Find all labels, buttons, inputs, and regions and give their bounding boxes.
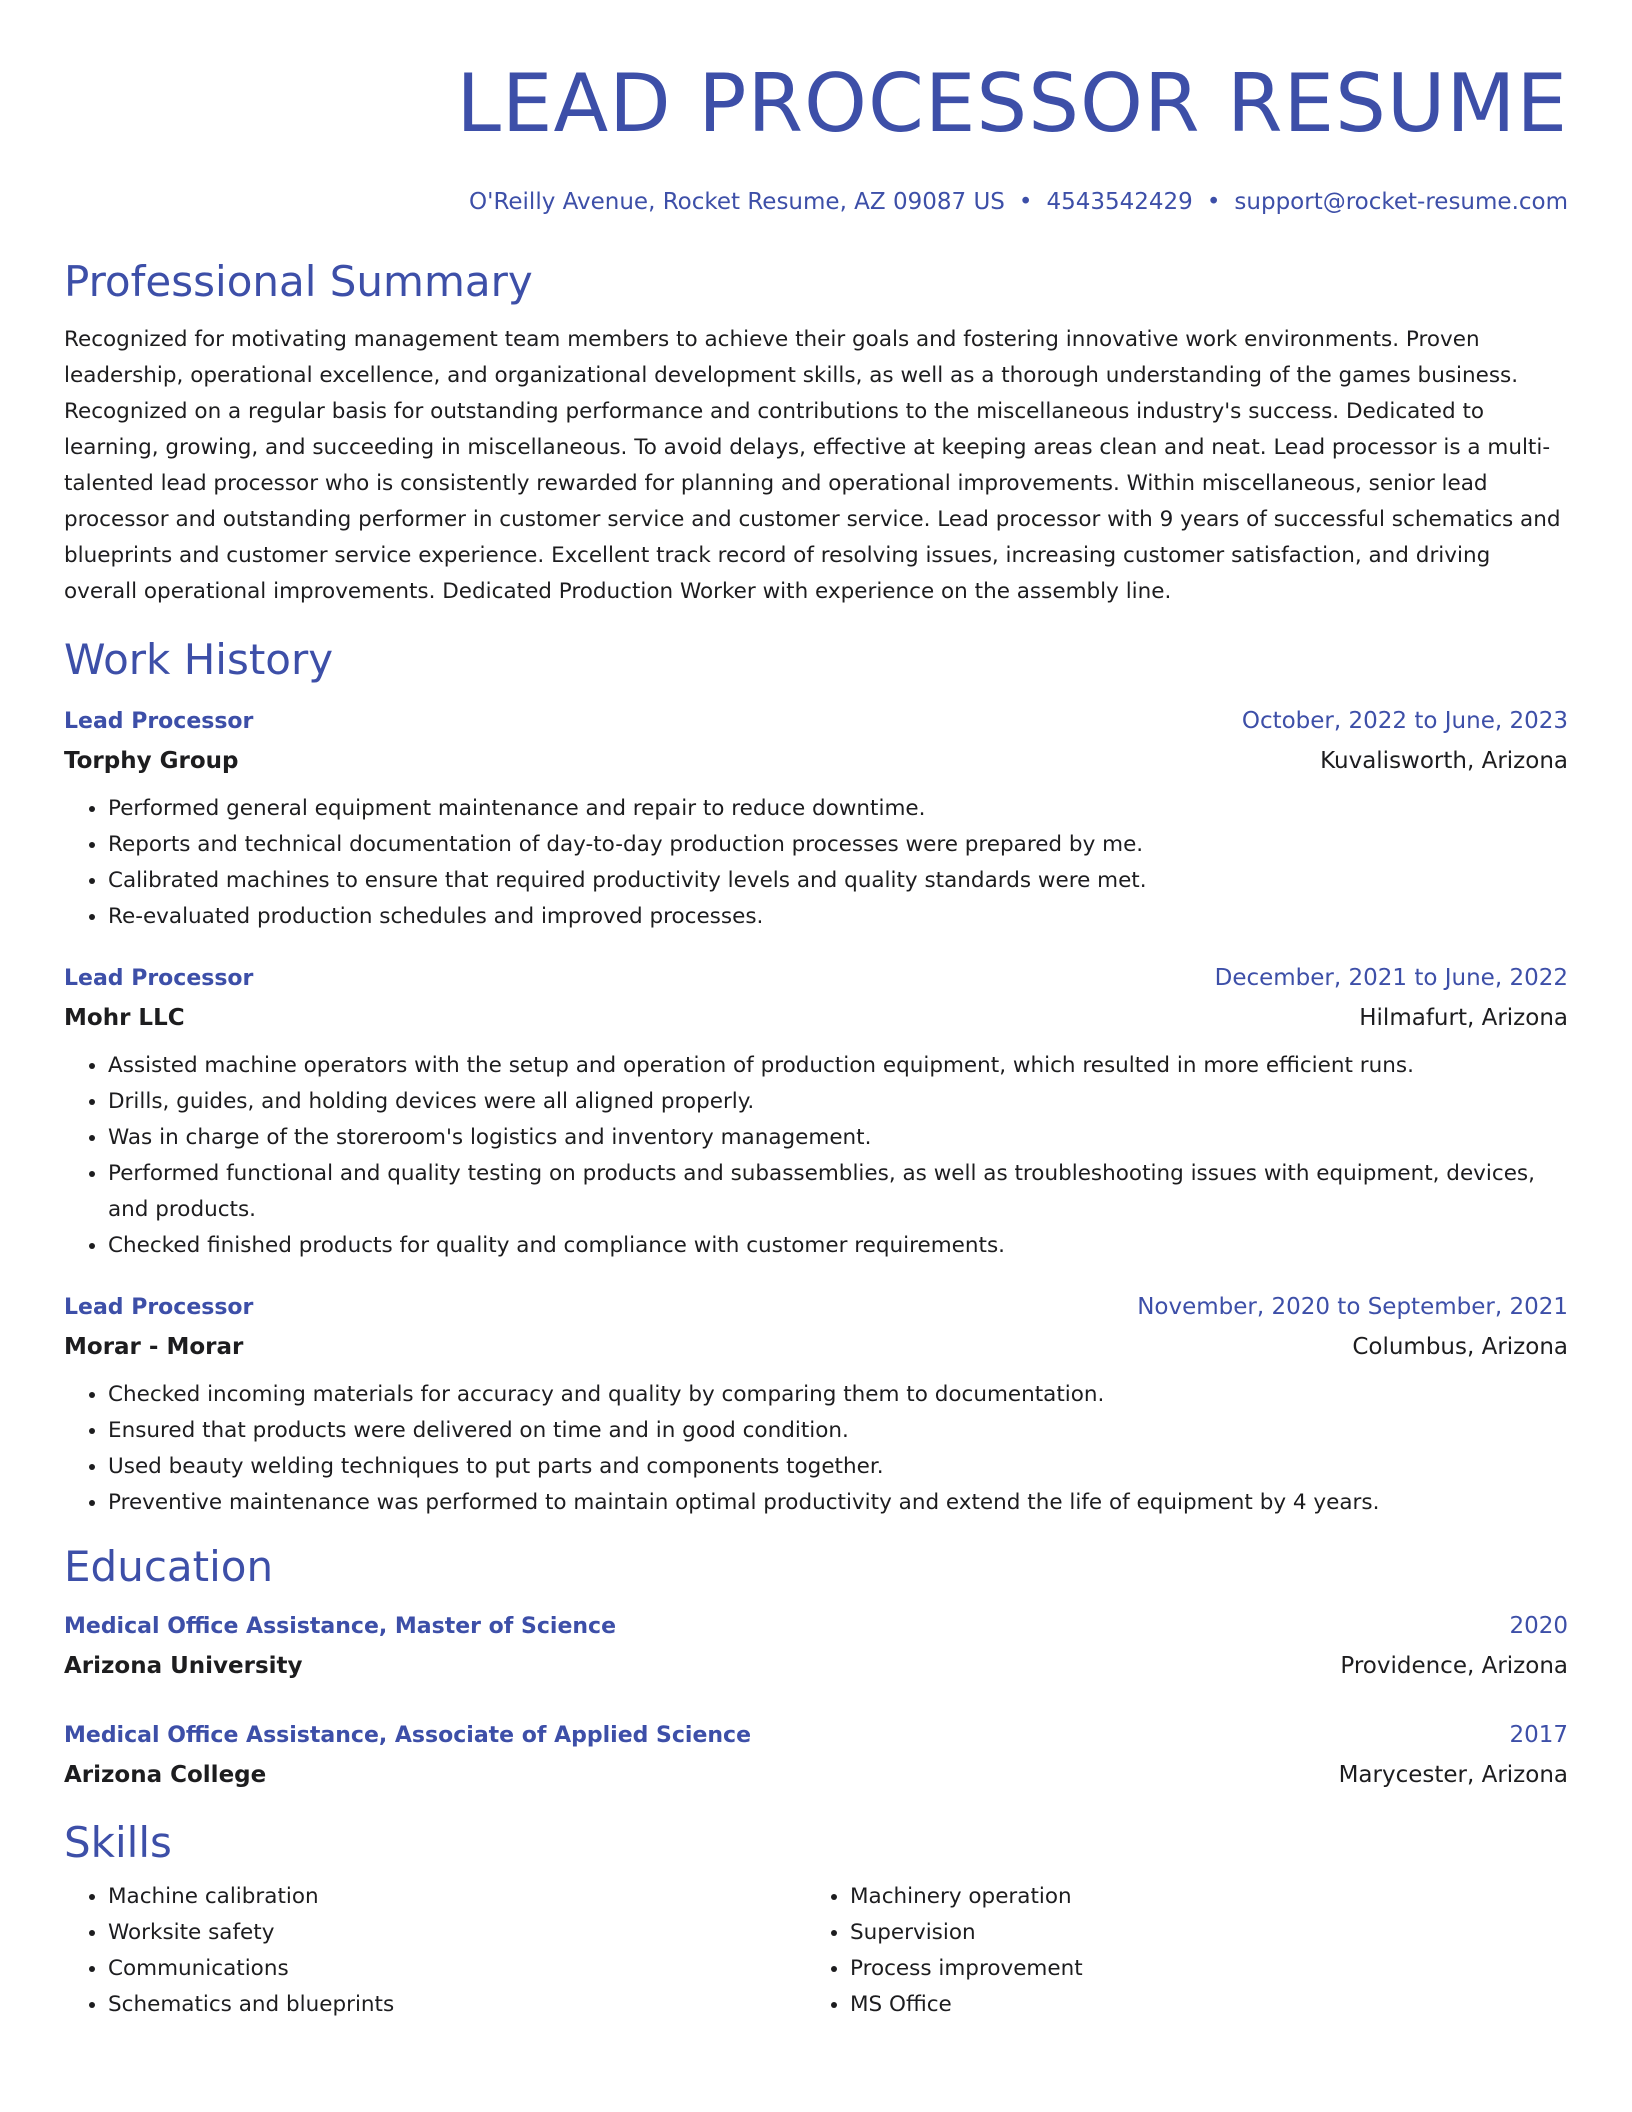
job-bullet: • Performed general equipment maintenance and repair to reduce downtime. [108,791,1568,827]
job-location: Kuvalisworth, Arizona [1320,748,1568,774]
job-bullets [64,1377,1568,1521]
work-history-section [64,634,1568,1521]
skill-item: • Machinery operation [850,1879,1548,1915]
skill-item: • Schematics and blueprints [108,1987,806,2023]
summary-text: Recognized for motivating management team members to achieve their goals and fostering innovative work environments. Proven leadership, operational excellence, and organizational development skills, as well as a thorough understanding of the games business. Recognized on a regular basis for outstanding performance and contributions to the miscellaneous industry's success. Dedicated to learning, growing, and succeeding in miscellaneous. To avoid delays, effective at keeping areas clean and neat. Lead processor is a multi-talented lead processor who is consistently rewarded for planning and operational improvements. Within miscellaneous, senior lead processor and outstanding performer in customer service and customer service. Lead processor with 9 years of successful schematics and blueprints and customer service experience. Excellent track record of resolving issues, increasing customer satisfaction, and driving overall operational improvements. Dedicated Production Worker with experience on the assembly line. [64,327,1561,604]
job-company: Morar - Morar [64,1334,244,1360]
job-role: Lead Processor [64,966,254,991]
education-location: Marycester, Arizona [1338,1762,1568,1788]
education-location: Providence, Arizona [1340,1653,1568,1679]
education-degree: Medical Office Assistance, Master of Science [64,1614,616,1639]
skills-heading: Skills [64,1818,172,1867]
job-bullets [64,1048,1568,1264]
education-entry [64,1716,1568,1795]
education-degree: Medical Office Assistance, Associate of Applied Science [64,1723,752,1748]
job-bullet: • Was in charge of the storeroom's logistics and inventory management. [108,1120,1568,1156]
education-heading: Education [64,1542,274,1591]
work-history-heading: Work History [64,635,334,684]
education-section [64,1541,1568,1795]
contact-phone: 4543542429 [1046,189,1193,215]
contact-address: O'Reilly Avenue, Rocket Resume, AZ 09087 US [469,189,1005,215]
job-bullet: • Checked incoming materials for accuracy and quality by comparing them to documentation. [108,1377,1568,1413]
job-bullet: • Ensured that products were delivered on time and in good condition. [108,1413,1568,1449]
skills-column-left [64,1869,806,2023]
job-dates: December, 2021 to June, 2022 [1214,965,1568,991]
job-location: Hilmafurt, Arizona [1359,1005,1568,1031]
education-school: Arizona College [64,1762,267,1788]
job-dates: November, 2020 to September, 2021 [1137,1294,1568,1320]
resume-title: LEAD PROCESSOR RESUME [456,57,1568,150]
summary-section [64,256,1568,610]
skill-item: • Communications [108,1951,806,1987]
job-bullet: • Calibrated machines to ensure that required productivity levels and quality standards were met. [108,863,1568,899]
skills-section [64,1817,1568,2023]
education-school: Arizona University [64,1653,303,1679]
job-entry [64,702,1568,935]
job-bullet: • Assisted machine operators with the setup and operation of production equipment, which resulted in more efficient runs. [108,1048,1568,1084]
summary-heading: Professional Summary [64,257,533,306]
contact-separator: • [1018,189,1033,215]
skills-list [64,1879,806,2023]
job-location: Columbus, Arizona [1352,1334,1568,1360]
education-year: 2017 [1509,1722,1568,1748]
skills-columns [64,1869,1568,2023]
job-bullet: • Preventive maintenance was performed to maintain optimal productivity and extend the life of equipment by 4 years. [108,1485,1568,1521]
job-bullet: • Drills, guides, and holding devices were all aligned properly. [108,1084,1568,1120]
resume-page [64,0,1568,2023]
job-dates: October, 2022 to June, 2023 [1241,708,1568,734]
job-bullet: • Checked finished products for quality and compliance with customer requirements. [108,1228,1568,1264]
skill-item: • Supervision [850,1915,1548,1951]
job-company: Mohr LLC [64,1005,185,1031]
skill-item: • Machine calibration [108,1879,806,1915]
skills-list [806,1879,1548,2023]
job-bullets [64,791,1568,935]
job-bullet: • Re-evaluated production schedules and improved processes. [108,899,1568,935]
education-entry [64,1607,1568,1686]
skill-item: • Process improvement [850,1951,1548,1987]
job-bullet: • Used beauty welding techniques to put parts and components together. [108,1449,1568,1485]
job-bullet: • Performed functional and quality testing on products and subassemblies, as well as troubleshooting issues with equipment, devices, and products. [108,1156,1568,1228]
job-role: Lead Processor [64,1295,254,1320]
job-company: Torphy Group [64,748,239,774]
job-bullet: • Reports and technical documentation of day-to-day production processes were prepared by me. [108,827,1568,863]
education-year: 2020 [1509,1613,1568,1639]
job-role: Lead Processor [64,709,254,734]
contact-separator: • [1206,189,1221,215]
skill-item: • MS Office [850,1987,1548,2023]
job-entry [64,959,1568,1264]
skill-item: • Worksite safety [108,1915,806,1951]
contact-email[interactable]: support@rocket-resume.com [1234,189,1568,215]
skills-column-right [806,1869,1548,2023]
job-entry [64,1288,1568,1521]
contact-line [64,188,1568,216]
